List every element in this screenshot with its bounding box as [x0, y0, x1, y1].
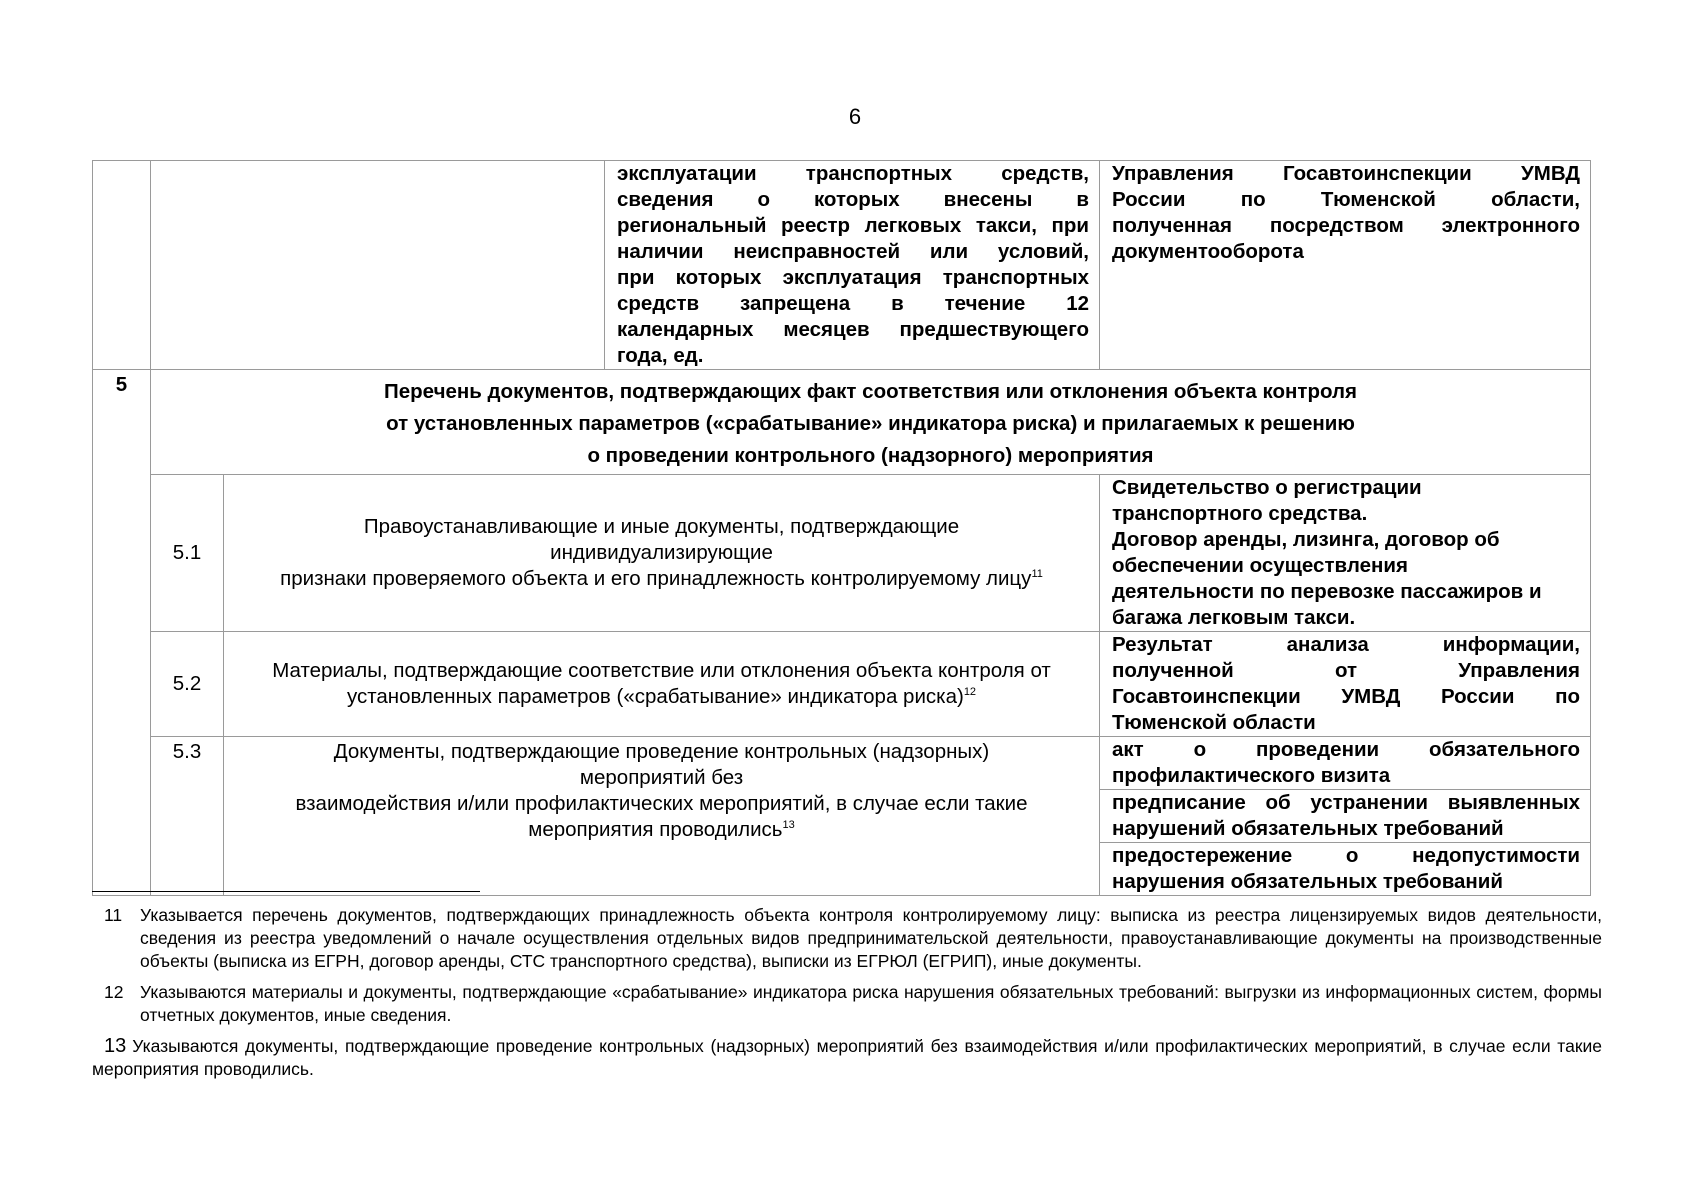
- document-entry: [1112, 737, 1580, 789]
- footnote-separator: [92, 891, 480, 892]
- item-number: 5.2: [151, 632, 224, 737]
- source-line: Управления Госавтоинспекции УМВД: [1112, 162, 1580, 185]
- document-line: багажа легковым такси.: [1112, 606, 1356, 629]
- description-line: сведения о которых внесены в: [617, 188, 1089, 211]
- section-title: [151, 370, 1591, 475]
- item-description: [224, 737, 1100, 896]
- footnote-number: 13: [104, 1035, 127, 1057]
- footnote-text: Указываются материалы и документы, подтверждающие «срабатывание» индикатора риска нарушения обязательных требований: выгрузки из информационных систем, формы отчетных документов, иные сведения.: [140, 982, 1602, 1025]
- page-number: 6: [848, 104, 862, 129]
- footnotes: [92, 904, 1602, 1089]
- document-line: предостережение о недопустимости: [1112, 844, 1580, 867]
- footnote: [92, 904, 1602, 973]
- table-row: [93, 475, 1591, 632]
- item-description-line: индивидуализирующие: [550, 541, 773, 564]
- item-description-line: Материалы, подтверждающие соответствие или отклонения объекта контроля от: [272, 659, 1051, 682]
- item-description-line: мероприятия проводились: [528, 818, 783, 841]
- source-line: России по Тюменской области,: [1112, 188, 1580, 211]
- indicator-description-cell: [605, 161, 1100, 370]
- table-row: [93, 737, 1591, 896]
- table-row: [93, 632, 1591, 737]
- document-line: нарушения обязательных требований: [1112, 870, 1504, 893]
- footnote-text: Указываются документы, подтверждающие проведение контрольных (надзорных) мероприятий без взаимодействия и/или профилактических мероприятий, в случае если такие мероприятия проводились.: [92, 1036, 1602, 1079]
- document-entry: [1100, 789, 1590, 842]
- document-entry: [1100, 842, 1590, 895]
- section-title-line: от установленных параметров («срабатывание» индикатора риска) и прилагаемых к решению: [386, 412, 1355, 435]
- item-description: [224, 475, 1100, 632]
- empty-cell: [151, 161, 605, 370]
- item-description: [224, 632, 1100, 737]
- item-description-line: мероприятий без: [579, 766, 744, 789]
- document-line: деятельности по перевозке пассажиров и: [1112, 580, 1542, 603]
- document-line: профилактического визита: [1112, 764, 1391, 787]
- item-description-line: взаимодействия и/или профилактических мероприятий, в случае если такие: [295, 792, 1028, 815]
- item-number: 5.1: [151, 475, 224, 632]
- section-title-line: Перечень документов, подтверждающих факт соответствия или отклонения объекта контроля: [384, 380, 1357, 403]
- document-line: обеспечении осуществления: [1112, 554, 1408, 577]
- item-documents: [1100, 737, 1591, 896]
- document-line: Результат анализа информации,: [1112, 633, 1580, 656]
- source-line: полученная посредством электронного: [1112, 214, 1580, 237]
- footnote: [92, 981, 1602, 1027]
- document-line: Договор аренды, лизинга, договор об: [1112, 528, 1500, 551]
- document-line: нарушений обязательных требований: [1112, 817, 1504, 840]
- footnote-ref: 12: [963, 686, 977, 699]
- description-line: региональный реестр легковых такси, при: [617, 214, 1089, 237]
- description-line: календарных месяцев предшествующего: [617, 318, 1089, 341]
- description-line: наличии неисправностей или условий,: [617, 240, 1089, 263]
- document-line: предписание об устранении выявленных: [1112, 791, 1580, 814]
- item-description-line: Документы, подтверждающие проведение контрольных (надзорных): [333, 740, 990, 763]
- description-line: средств запрещена в течение 12: [617, 292, 1089, 315]
- document-line: полученной от Управления: [1112, 659, 1580, 682]
- footnote-ref: 13: [782, 819, 795, 832]
- empty-cell: [93, 161, 151, 370]
- document-line: Госавтоинспекции УМВД России по: [1112, 685, 1580, 708]
- document-line: акт о проведении обязательного: [1112, 738, 1580, 761]
- footnote-number: 11: [104, 905, 123, 925]
- source-line: документооборота: [1112, 240, 1304, 263]
- item-description-line: признаки проверяемого объекта и его принадлежность контролируемому лицу: [280, 567, 1032, 590]
- item-documents: [1100, 475, 1591, 632]
- section-title-line: о проведении контрольного (надзорного) мероприятия: [587, 444, 1154, 467]
- section-header-row: [93, 370, 1591, 475]
- item-documents: [1100, 632, 1591, 737]
- table-row-continuation: [93, 161, 1591, 370]
- footnote: [92, 1035, 1602, 1081]
- item-description-line: установленных параметров («срабатывание» индикатора риска): [346, 685, 964, 708]
- footnote-number: 12: [104, 982, 124, 1002]
- document-line: Тюменской области: [1112, 711, 1316, 734]
- section-number: 5: [93, 370, 151, 896]
- description-line: при которых эксплуатация транспортных: [617, 266, 1089, 289]
- description-line: эксплуатации транспортных средств,: [617, 162, 1089, 185]
- item-number: 5.3: [151, 737, 224, 896]
- indicator-source-cell: [1100, 161, 1591, 370]
- footnote-text: Указывается перечень документов, подтверждающих принадлежность объекта контроля контролируемому лицу: выписка из реестра лицензируемых видов деятельности, сведения из реестра уведомлений о начале осуществления отдельных видов предпринимательской деятельности, правоустанавливающие документы на производственные объекты (выписка из ЕГРН, договор аренды, СТС транспортного средства), выписки из ЕГРЮЛ (ЕГРИП), иные документы.: [140, 905, 1602, 971]
- description-line: года, ед.: [617, 344, 704, 367]
- document-line: Свидетельство о регистрации: [1112, 476, 1422, 499]
- footnote-ref: 11: [1031, 568, 1043, 581]
- item-description-line: Правоустанавливающие и иные документы, подтверждающие: [363, 515, 960, 538]
- indicator-table: [92, 160, 1591, 896]
- document-line: транспортного средства.: [1112, 502, 1368, 525]
